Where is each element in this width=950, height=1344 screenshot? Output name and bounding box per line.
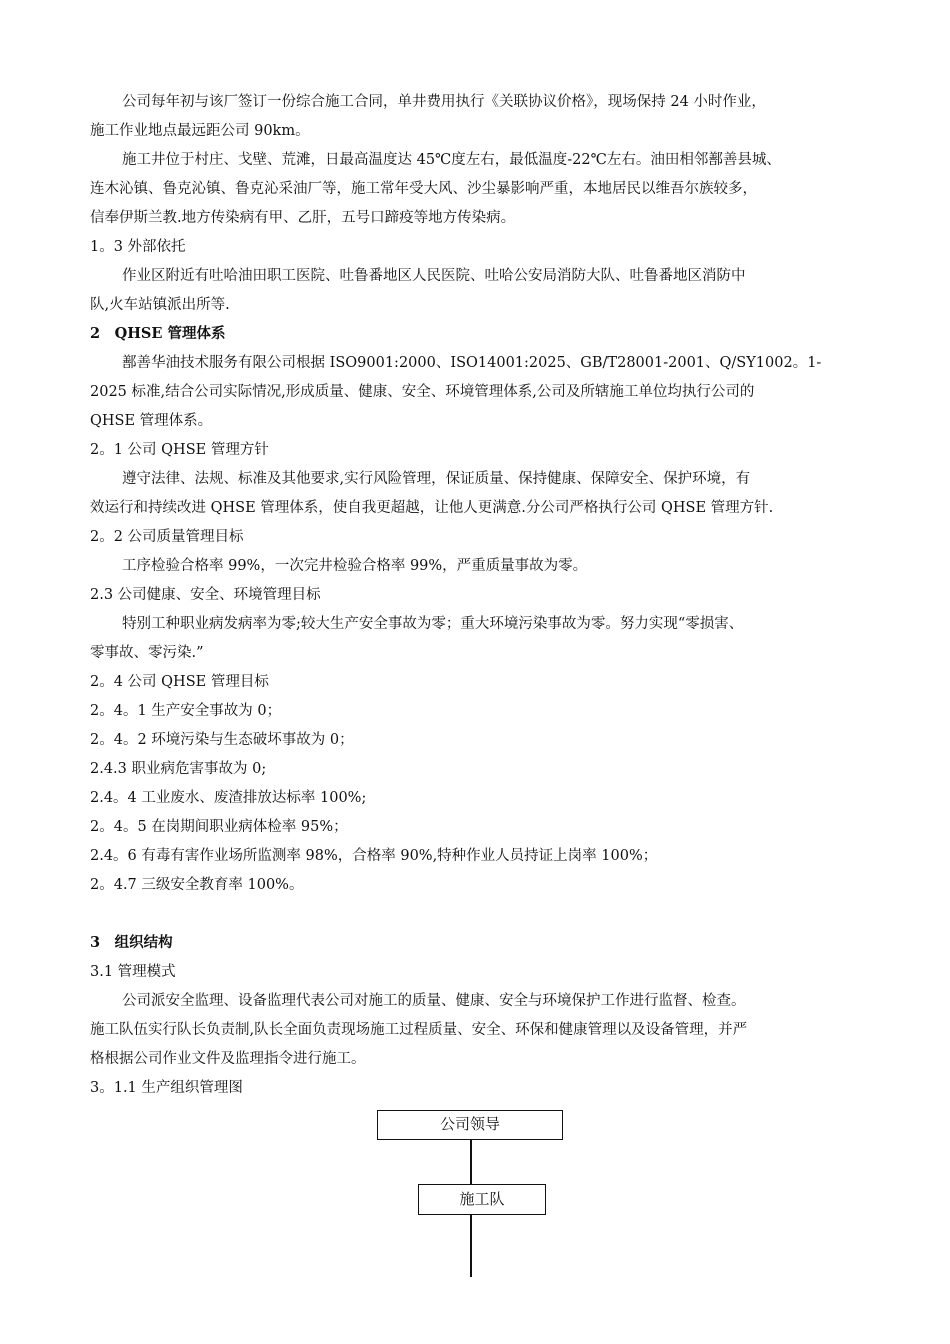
paragraph-environment-cont-1: 连木沁镇、鲁克沁镇、鲁克沁采油厂等，施工常年受大风、沙尘暴影响严重，本地居民以维吾尔族较多， [90,181,757,197]
paragraph-quality-target: 工序检验合格率 99%，一次完井检验合格率 99%，严重质量事故为零。 [122,558,588,574]
paragraph-management-mode: 公司派安全监理、设备监理代表公司对施工的质量、健康、安全与环境保护工作进行监督、检查。 [122,993,746,1009]
list-item-2-4-4: 2.4。4 工业废水、废渣排放达标率 100%; [90,790,367,806]
list-item-2-4-6: 2.4。6 有毒有害作业场所监测率 98%，合格率 90%,特种作业人员持证上岗率 100%； [90,848,658,864]
section-heading-1-3: 1。3 外部依托 [90,239,186,255]
list-item-2-4-1: 2。4。1 生产安全事故为 0； [90,703,282,719]
list-item-2-4-2: 2。4。2 环境污染与生态破坏事故为 0； [90,732,354,748]
section-heading-2-3: 2.3 公司健康、安全、环境管理目标 [90,587,321,603]
paragraph-qhse-system-cont-1: 2025 标准,结合公司实际情况,形成质量、健康、安全、环境管理体系,公司及所辖施工单位均执行公司的 [90,384,755,400]
paragraph-contract-cont: 施工作业地点最远距公司 90km。 [90,123,310,139]
paragraph-policy-cont: 效运行和持续改进 QHSE 管理体系，使自我更超越，让他人更满意.分公司严格执行公司 QHSE 管理方针. [90,500,774,516]
paragraph-management-mode-cont-2: 格根据公司作业文件及监理指令进行施工。 [90,1051,366,1067]
paragraph-environment: 施工井位于村庄、戈壁、荒滩，日最高温度达 45℃度左右，最低温度-22℃左右。油田相邻鄯善县城、 [122,152,781,168]
section-heading-3-1: 3.1 管理模式 [90,964,176,980]
list-item-2-4-7: 2。4.7 三级安全教育率 100%。 [90,877,304,893]
org-box-company-leadership: 公司领导 [377,1110,563,1140]
list-item-2-4-3: 2.4.3 职业病危害事故为 0; [90,761,267,777]
section-heading-3-1-1: 3。1.1 生产组织管理图 [90,1080,243,1096]
section-heading-2-1: 2。1 公司 QHSE 管理方针 [90,442,269,458]
section-heading-2-2: 2。2 公司质量管理目标 [90,529,244,545]
list-item-2-4-5: 2。4。5 在岗期间职业病体检率 95%； [90,819,348,835]
paragraph-external-support: 作业区附近有吐哈油田职工医院、吐鲁番地区人民医院、吐哈公安局消防大队、吐鲁番地区消防中 [122,268,746,284]
paragraph-contract: 公司每年初与该厂签订一份综合施工合同，单井费用执行《关联协议价格》，现场保持 24 小时作业， [122,94,766,110]
org-box-construction-team: 施工队 [418,1184,546,1215]
paragraph-qhse-system-cont-2: QHSE 管理体系。 [90,413,213,429]
paragraph-hse-target: 特别工种职业病发病率为零;较大生产安全事故为零；重大环境污染事故为零。努力实现“零损害、 [122,616,744,632]
paragraph-external-support-cont: 队,火车站镇派出所等. [90,297,230,313]
paragraph-hse-target-cont: 零事故、零污染.” [90,645,204,661]
org-connector-top [470,1140,472,1184]
section-heading-3: 3 组织结构 [90,934,173,951]
section-heading-2-4: 2。4 公司 QHSE 管理目标 [90,674,269,690]
paragraph-policy: 遵守法律、法规、标准及其他要求,实行风险管理，保证质量、保持健康、保障安全、保护环境，有 [122,471,751,487]
paragraph-environment-cont-2: 信奉伊斯兰教.地方传染病有甲、乙肝，五号口蹄疫等地方传染病。 [90,210,516,226]
paragraph-qhse-system: 鄯善华油技术服务有限公司根据 ISO9001:2000、ISO14001:2025、GB/T28001-2001、Q/SY1002。1- [122,355,822,371]
paragraph-management-mode-cont-1: 施工队伍实行队长负责制,队长全面负责现场施工过程质量、安全、环保和健康管理以及设备管理，并严 [90,1022,748,1038]
org-connector-bottom [470,1215,472,1277]
section-heading-2: 2 QHSE 管理体系 [90,325,226,342]
